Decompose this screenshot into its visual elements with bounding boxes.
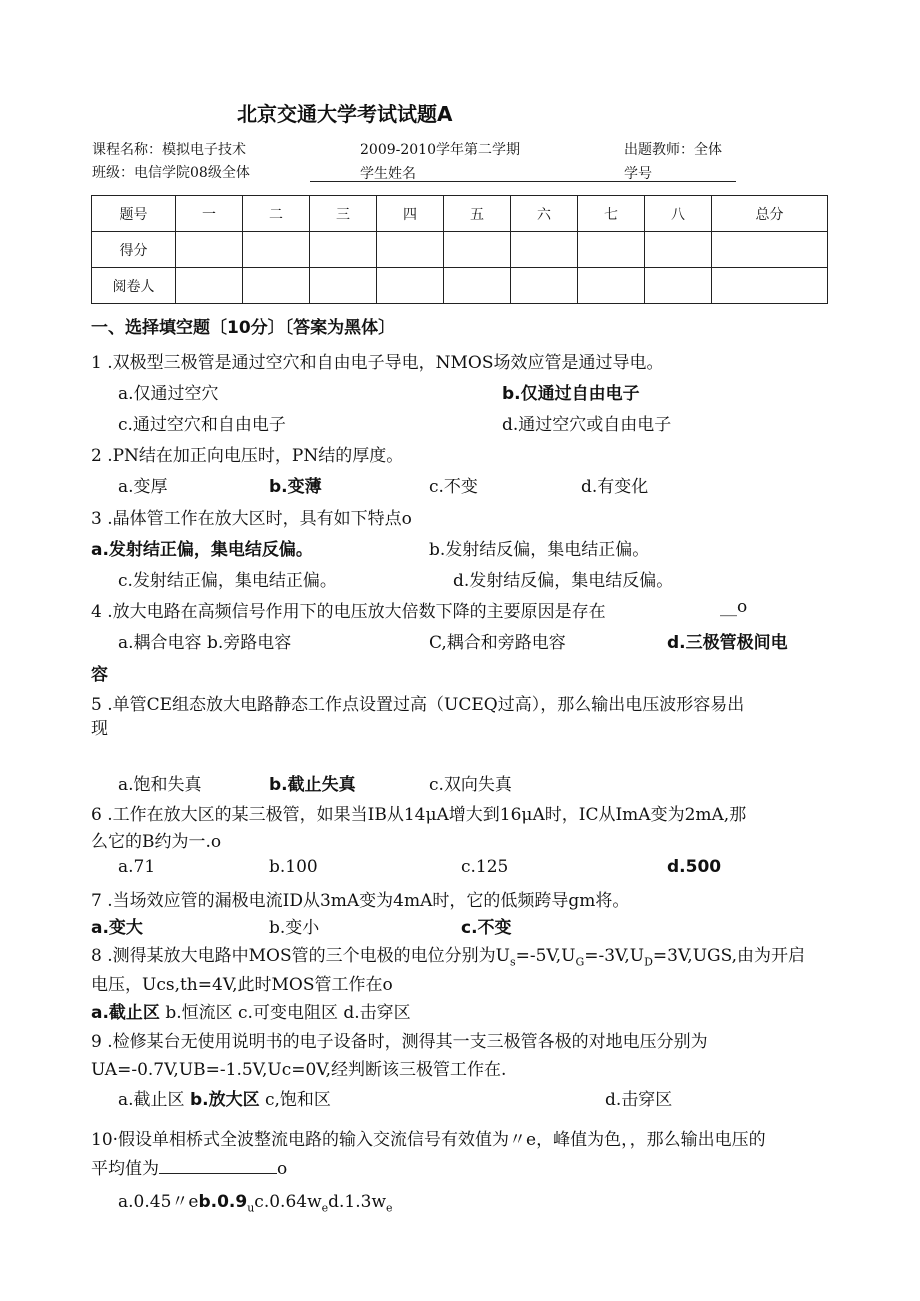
student-name-label: 学生姓名 xyxy=(360,166,416,182)
header-underline xyxy=(310,181,736,182)
q2-option-c: c.不变 xyxy=(429,477,478,497)
academic-term: 2009-2010学年第二学期 xyxy=(360,142,520,158)
q3-option-a-answer: a.发射结正偏，集电结反偏。 xyxy=(91,540,313,560)
q5-option-c: c.双向失真 xyxy=(429,775,512,795)
q10-option-c-sub: e xyxy=(321,1201,329,1215)
table-cell xyxy=(377,268,444,304)
table-header-cell: 八 xyxy=(645,196,712,232)
question-5-stem-cont: 现 xyxy=(91,719,108,739)
q8-sub-d: D xyxy=(644,955,653,969)
table-cell xyxy=(645,232,712,268)
student-id-label: 学号 xyxy=(624,166,652,182)
table-header-cell: 五 xyxy=(444,196,511,232)
q8-options xyxy=(91,998,411,1023)
q8-stem-text-3: =-3V,U xyxy=(584,946,645,966)
q8-sub-g: G xyxy=(575,955,585,969)
q3-option-c: c.发射结正偏，集电结正偏。 xyxy=(118,571,337,591)
q10-stem-text: 平均值为 xyxy=(91,1159,159,1179)
table-header-row xyxy=(92,196,828,232)
q9-option-a: a.截止区 xyxy=(118,1090,185,1110)
table-cell xyxy=(444,268,511,304)
teacher-label: 出题教师：全体 xyxy=(624,142,722,158)
q4-option-d-answer-cont: 容 xyxy=(91,665,108,685)
q1-option-c: c.通过空穴和自由电子 xyxy=(118,415,286,435)
q9-options xyxy=(118,1085,331,1110)
table-header-cell: 总分 xyxy=(712,196,828,232)
question-2-stem: 2 .PN结在加正向电压时，PN结的厚度。 xyxy=(91,446,404,466)
question-9-stem-cont: UA=-0.7V,UB=-1.5V,Uc=0V,经判断该三极管工作在. xyxy=(91,1060,507,1080)
q4-option-d-answer: d.三极管极间电 xyxy=(667,633,788,653)
q10-option-b-sub: u xyxy=(247,1201,255,1215)
q6-option-d-answer: d.500 xyxy=(667,857,722,877)
table-cell xyxy=(578,232,645,268)
q8-stem-text: 8 .测得某放大电路中MOS管的三个电极的电位分别为U xyxy=(91,946,510,966)
q5-option-b-answer: b.截止失真 xyxy=(269,775,356,795)
q4-blank: __o xyxy=(720,597,748,617)
table-cell xyxy=(444,232,511,268)
q7-option-a-answer: a.变大 xyxy=(91,918,143,938)
question-7-stem: 7 .当场效应管的漏极电流ID从3mA变为4mA时，它的低频跨导gm将。 xyxy=(91,891,630,911)
q7-option-c-answer: c.不变 xyxy=(461,918,512,938)
q2-option-b-answer: b.变薄 xyxy=(269,477,322,497)
q9-option-b-answer: b.放大区 xyxy=(189,1090,260,1110)
table-cell xyxy=(511,232,578,268)
q10-blank-end: o xyxy=(277,1159,288,1179)
q10-options xyxy=(118,1187,393,1214)
question-4-stem: 4 .放大电路在高频信号作用下的电压放大倍数下降的主要原因是存在 xyxy=(91,602,606,622)
table-cell xyxy=(578,268,645,304)
table-header-cell: 六 xyxy=(511,196,578,232)
q3-option-b: b.发射结反偏，集电结正偏。 xyxy=(429,540,650,560)
q1-option-d: d.通过空穴或自由电子 xyxy=(502,415,672,435)
q2-option-d: d.有变化 xyxy=(581,477,649,497)
q9-option-c: c,饱和区 xyxy=(265,1090,331,1110)
q1-option-a: a.仅通过空穴 xyxy=(118,384,219,404)
q10-option-b-answer: b.0.9 xyxy=(198,1192,248,1212)
question-5-stem: 5 .单管CE组态放大电路静态工作点设置过高（UCEQ过高），那么输出电压波形容易出 xyxy=(91,695,745,715)
question-10-stem: 10·假设单相桥式全波整流电路的输入交流信号有效值为〃e，峰值为色，，那么输出电压的 xyxy=(91,1130,766,1150)
table-header-cell: 七 xyxy=(578,196,645,232)
table-cell xyxy=(310,232,377,268)
course-name: 课程名称：模拟电子技术 xyxy=(92,142,246,158)
q10-option-a: a.0.45〃e xyxy=(118,1192,199,1212)
table-cell xyxy=(176,232,243,268)
table-cell xyxy=(176,268,243,304)
table-cell xyxy=(377,232,444,268)
q9-option-d: d.击穿区 xyxy=(605,1090,673,1110)
q6-option-a: a.71 xyxy=(118,857,156,877)
q4-option-ab: a.耦合电容 b.旁路电容 xyxy=(118,633,292,653)
table-header-cell: 题号 xyxy=(92,196,176,232)
question-6-stem: 6 .工作在放大区的某三极管，如果当IB从14μA增大到16μA时，IC从ImA变为2mA,那 xyxy=(91,805,747,825)
q8-sub-s: s xyxy=(509,955,516,969)
q3-option-d: d.发射结反偏，集电结反偏。 xyxy=(453,571,674,591)
table-row xyxy=(92,268,828,304)
class-label: 班级：电信学院08级全体 xyxy=(92,165,250,181)
table-header-cell: 四 xyxy=(377,196,444,232)
table-cell xyxy=(243,268,310,304)
row-label: 阅卷人 xyxy=(92,268,176,304)
q8-stem-text-4: =3V,UGS,由为开启 xyxy=(652,946,806,966)
page-title: 北京交通大学考试试题A xyxy=(237,102,453,126)
q10-option-c: c.0.64w xyxy=(254,1192,322,1212)
question-3-stem: 3 .晶体管工作在放大区时，具有如下特点o xyxy=(91,509,412,529)
table-cell xyxy=(712,232,828,268)
table-header-cell: 三 xyxy=(310,196,377,232)
table-cell xyxy=(511,268,578,304)
table-header-cell: 一 xyxy=(176,196,243,232)
section-title: 一、选择填空题〔10分〕〔答案为黑体〕 xyxy=(91,318,396,338)
table-cell xyxy=(712,268,828,304)
table-cell xyxy=(645,268,712,304)
q10-option-d: d.1.3w xyxy=(328,1192,387,1212)
q1-option-b-answer: b.仅通过自由电子 xyxy=(502,384,640,404)
q8-options-rest: b.恒流区 c.可变电阻区 d.击穿区 xyxy=(159,1003,411,1023)
q5-option-a: a.饱和失真 xyxy=(118,775,202,795)
q8-option-a-answer: a.截止区 xyxy=(91,1003,160,1023)
question-6-stem-cont: 么它的B约为一.o xyxy=(91,832,222,852)
q10-option-d-sub: e xyxy=(386,1201,393,1215)
table-cell xyxy=(243,232,310,268)
q6-option-b: b.100 xyxy=(269,857,318,877)
question-8-stem-cont: 电压，Ucs,th=4V,此时MOS管工作在o xyxy=(91,975,393,995)
q6-option-c: c.125 xyxy=(461,857,509,877)
table-header-cell: 二 xyxy=(243,196,310,232)
question-1-stem: 1 .双极型三极管是通过空穴和自由电子导电，NMOS场效应管是通过导电。 xyxy=(91,353,664,373)
question-9-stem: 9 .检修某台无使用说明书的电子设备时，测得其一支三极管各极的对地电压分别为 xyxy=(91,1032,708,1052)
answer-blank xyxy=(159,1159,277,1174)
q2-option-a: a.变厚 xyxy=(118,477,168,497)
table-cell xyxy=(310,268,377,304)
table-row xyxy=(92,232,828,268)
question-10-stem-cont xyxy=(91,1154,287,1179)
q7-option-b: b.变小 xyxy=(269,918,320,938)
score-table xyxy=(91,195,828,304)
q8-stem-text-2: =-5V,U xyxy=(515,946,576,966)
row-label: 得分 xyxy=(92,232,176,268)
question-8-stem xyxy=(91,941,805,968)
q4-option-c: C,耦合和旁路电容 xyxy=(429,633,566,653)
